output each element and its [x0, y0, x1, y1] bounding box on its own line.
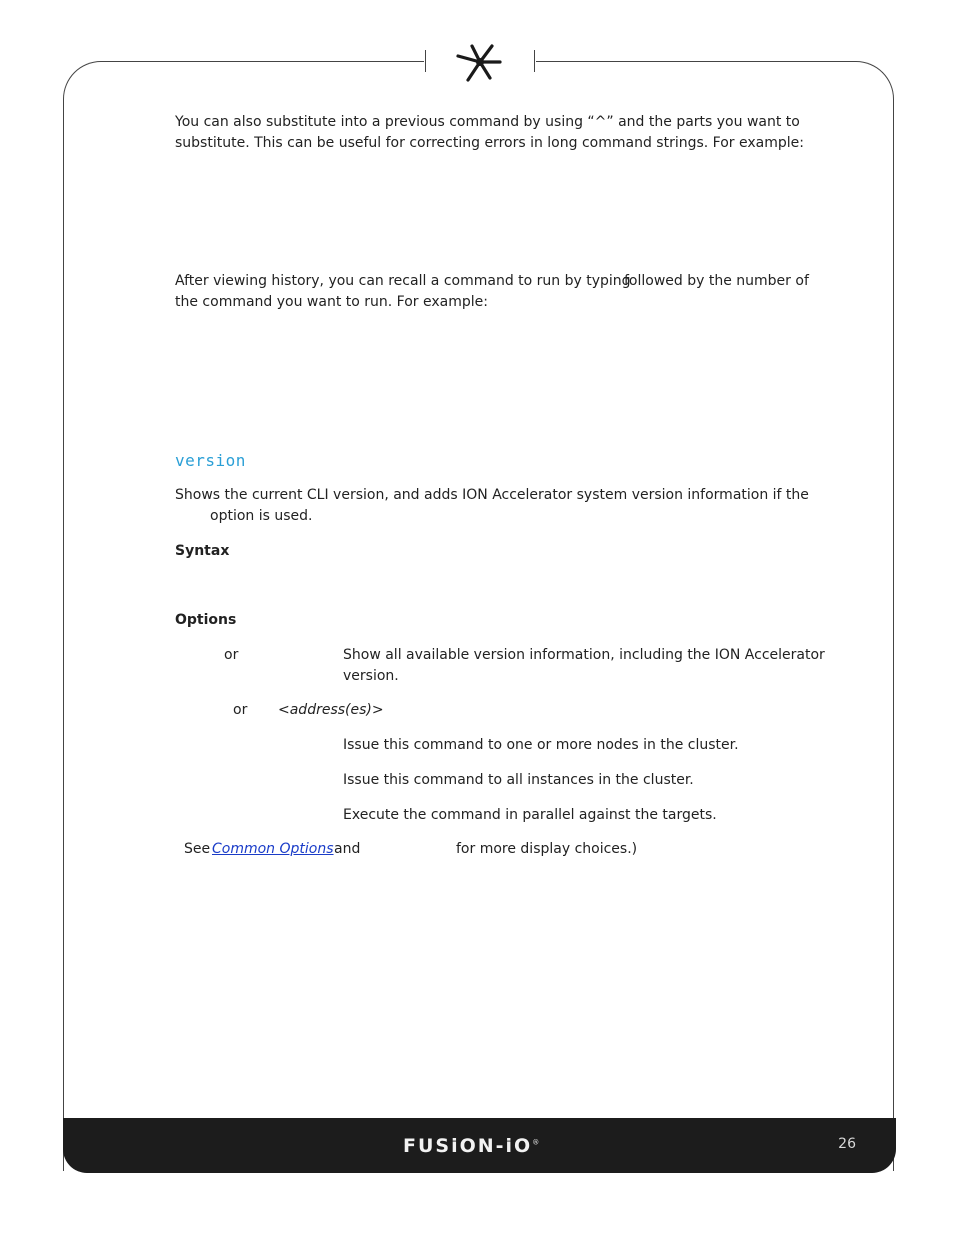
see-prefix: See: [184, 841, 211, 857]
page-footer: [63, 1118, 896, 1173]
option-all-or: or: [224, 647, 239, 663]
frame-tick-right: [534, 50, 535, 72]
para-substitute-line-1: You can also substitute into a previous command by using “^” and the parts you want to: [175, 114, 800, 130]
option-target-argument: <address(es)>: [278, 702, 384, 718]
option-parallel-description: Execute the command in parallel against the targets.: [343, 807, 717, 823]
section-heading-version: version: [175, 451, 246, 470]
frame-tick-left: [425, 50, 426, 72]
option-all-description-line-1: Show all available version information, including the ION Accelerator: [343, 647, 825, 663]
version-description-line-1: Shows the current CLI version, and adds ION Accelerator system version information if the: [175, 487, 809, 503]
option-all-instances-description: Issue this command to all instances in the cluster.: [343, 772, 694, 788]
para-recall-line-1b: followed by the number of: [624, 273, 809, 289]
see-and: and: [334, 841, 361, 857]
para-recall-line-2: the command you want to run. For example:: [175, 294, 488, 310]
fusion-io-logo-icon: [452, 40, 508, 86]
version-description-line-2: option is used.: [210, 508, 313, 524]
option-target-or: or: [233, 702, 248, 718]
option-target-description: Issue this command to one or more nodes in the cluster.: [343, 737, 739, 753]
footer-brand-text: FUSiON-iO: [403, 1135, 533, 1157]
trademark-symbol: ®: [532, 1138, 542, 1147]
see-suffix: for more display choices.): [456, 841, 638, 857]
options-label: Options: [175, 612, 237, 628]
page-number: 26: [838, 1136, 856, 1152]
para-substitute-line-2: substitute. This can be useful for correcting errors in long command strings. For example:: [175, 135, 804, 151]
common-options-link[interactable]: Common Options: [212, 841, 334, 857]
option-all-description-line-2: version.: [343, 668, 399, 684]
para-recall-line-1a: After viewing history, you can recall a command to run by typing: [175, 273, 631, 289]
syntax-label: Syntax: [175, 543, 230, 559]
footer-brand-logo: [403, 1135, 541, 1157]
